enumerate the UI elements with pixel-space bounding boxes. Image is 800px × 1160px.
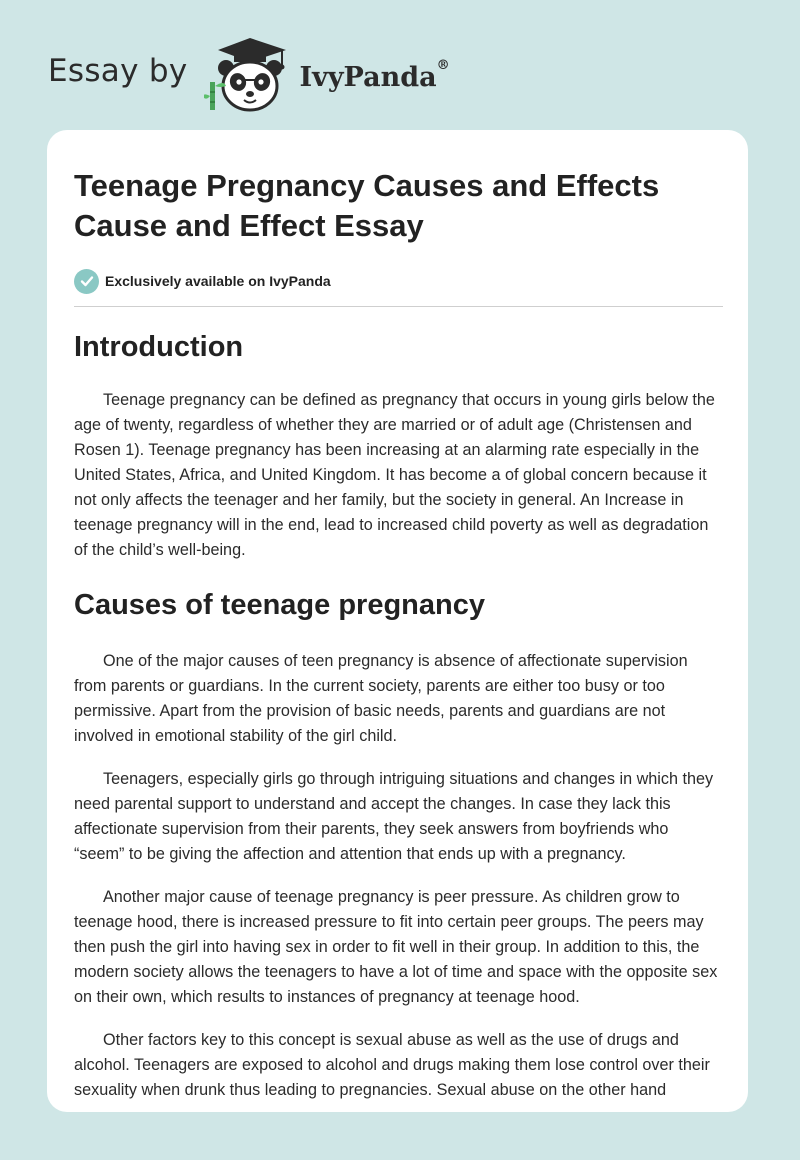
badge-text: Exclusively available on IvyPanda (105, 273, 331, 289)
exclusive-badge (74, 268, 721, 294)
check-circle-icon (74, 269, 99, 294)
registered-mark: ® (436, 57, 450, 73)
essay-by-label: Essay by (48, 53, 188, 89)
brand-label: IvyPanda (299, 61, 437, 93)
paragraph: Other factors key to this concept is sexual abuse as well as the use of drugs and alcohol. Teenagers are exposed to alcohol and drugs making them lose control over their sexuality when drunk thus leading to pregnancies. Sexual abuse on the other hand (74, 1031, 710, 1099)
essay-card (47, 130, 748, 1112)
title-line-1: Teenage Pregnancy Causes and Effects (74, 168, 660, 203)
brand-name[interactable] (299, 57, 450, 93)
title-line-2: Cause and Effect Essay (74, 208, 424, 243)
panda-graduate-icon[interactable] (204, 34, 296, 114)
divider (74, 306, 723, 307)
section-heading-causes: Causes of teenage pregnancy (74, 589, 485, 621)
site-header (48, 34, 450, 114)
paragraph: Another major cause of teenage pregnancy is peer pressure. As children grow to teenage hood, there is increased pressure to fit into certain peer groups. The peers may then push the girl into having sex in order to fit well in their group. In addition to this, the modern society allows the teenagers to have a lot of time and space with the opposite sex on their own, which results to instances of pregnancy at teenage hood. (74, 888, 718, 1006)
paragraph: One of the major causes of teen pregnancy is absence of affectionate supervision from parents or guardians. In the current society, parents are either too busy or too permissive. Apart from the provision of basic needs, parents and guardians are not involved in emotional stability of the girl child. (74, 652, 688, 745)
paragraph: Teenagers, especially girls go through intriguing situations and changes in which they need parental support to understand and accept the changes. In case they lack this affectionate supervision from their parents, they seek answers from boyfriends who “seem” to be giving the affection and attention that ends up with a pregnancy. (74, 770, 714, 863)
paragraph: Teenage pregnancy can be defined as pregnancy that occurs in young girls below the age of twenty, regardless of whether they are married or of adult age (Christensen and Rosen 1). Teenage pregnancy has been increasing at an alarming rate especially in the United States, Africa, and United Kingdom. It has become a of global concern because it not only affects the teenager and her family, but the society in general. An Increase in teenage pregnancy will in the end, lead to increased child poverty as well as degradation of the child’s well-being. (74, 391, 715, 559)
page-title (74, 166, 721, 246)
section-heading-introduction: Introduction (74, 331, 244, 363)
